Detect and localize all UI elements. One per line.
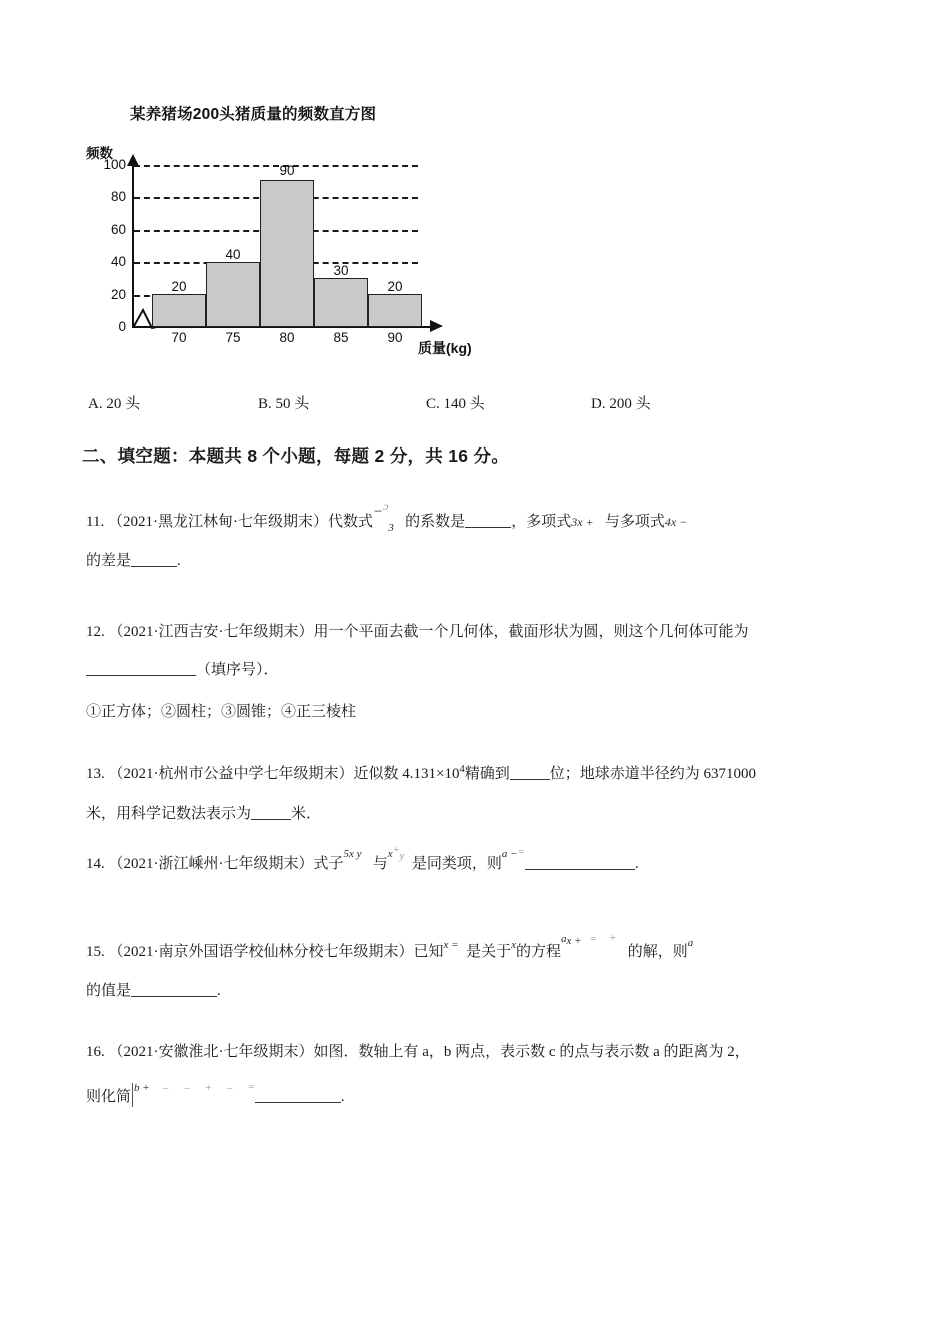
bar-value-75: 40 [225,247,241,262]
q13-blank-2[interactable] [251,819,291,820]
q11-text-e: 的差是 [86,553,132,569]
frequency-histogram [88,100,518,362]
x-tick-85: 85 [333,330,349,345]
q15-source: （2021·南京外国语学校仙林分校七年级期末） [108,944,414,960]
bar-value-80: 90 [279,163,295,178]
question-11 [86,499,870,580]
q16-number: 16. [86,1044,105,1060]
q15-text-f: . [217,983,221,999]
q13-number: 13. [86,766,105,782]
q11-text-f: . [177,553,181,569]
q16-text-c: . [340,1089,345,1105]
q11-text-d: 与多项式 [604,514,665,530]
q15-math-fragment-4: a [687,937,694,949]
q11-blank-1[interactable] [465,527,511,528]
bar-value-90: 20 [387,279,403,294]
x-tick-80: 80 [279,330,295,345]
q14-math-fragment-3: a −= [501,846,525,860]
q12-options-text: ①正方体；②圆柱；③圆锥；④正三棱柱 [86,704,357,720]
y-axis-label: 频数 [86,146,113,161]
q11-text-b: 的系数是 [405,514,466,530]
q14-text-d: . [634,856,639,872]
q13-source: （2021·杭州市公益中学七年级期末） [108,766,354,782]
chart-plot-area [88,140,518,362]
x-tick-90: 90 [387,330,403,345]
x-axis-arrow-icon [430,320,443,332]
y-tick-60: 60 [110,222,126,237]
x-tick-75: 75 [225,330,241,345]
q11-text-a: 代数式 [327,514,373,530]
q15-text-e: 的值是 [86,983,132,999]
q15-text-d: 的解，则 [627,944,688,960]
q14-number: 14. [86,856,105,872]
q14-math-fragment-2: x+y [387,845,405,862]
q11-source: （2021·黑龙江林甸·七年级期末） [107,514,328,530]
choice-c[interactable]: C. 140 头 [426,396,485,412]
question-14 [86,845,870,885]
chart-title: 某养猪场200头猪质量的频数直方图 [130,106,377,123]
q13-exponent: 4 [459,764,465,775]
q15-text-a: 已知 [413,944,444,960]
bar-70 [152,294,206,327]
q14-math-fragment-1: 5x y [343,848,362,860]
question-13 [86,755,870,833]
bar-value-85: 30 [333,263,349,278]
q16-source: （2021·安徽淮北·七年级期末） [108,1044,314,1060]
q15-math-fragment-1: x = [443,939,459,951]
q14-text-a: 式子 [313,856,344,872]
section-heading-fill-in-blank: 二、填空题：本题共 8 个小题，每题 2 分，共 16 分。 [82,446,510,466]
x-axis-label: 质量(kg) [418,340,472,356]
q12-number: 12. [86,624,105,640]
q11-math-fragment-1: −$^ɔ_3$ [372,499,394,534]
bar-90 [368,294,422,327]
choice-d[interactable]: D. 200 头 [591,396,651,412]
q16-math-fragment: $^{b +}$ − − + − = [134,1081,255,1095]
q15-blank-1[interactable] [131,996,217,997]
q15-text-b: 是关于 [466,944,512,960]
q13-text-e: 米． [291,806,322,822]
q16-text-b: 则化简 [86,1089,132,1105]
q15-text-c: 的方程 [515,944,561,960]
question-12 [86,613,870,735]
question-16 [86,1033,870,1124]
q15-number: 15. [86,944,105,960]
q14-source: （2021·浙江嵊州·七年级期末） [108,856,314,872]
q12-text-b: （填序号）． [196,662,279,678]
q15-math-fragment-3: $^{ax +}$ = + [561,932,617,947]
absolute-value-bar-icon [132,1083,133,1107]
q11-number: 11. [86,514,105,530]
x-tick-70: 70 [171,330,187,345]
q14-text-c: 是同类项，则 [411,856,502,872]
q12-text-a: 用一个平面去截一个几何体，截面形状为圆，则这个几何体可能为 [313,624,749,640]
q13-text-c: 位；地球赤道半径约为 6371000 [549,766,756,782]
q14-text-b: 与 [372,856,388,872]
q11-math-fragment-3: 4x − [664,515,688,529]
q16-text-a: 如图．数轴上有 a，b 两点，表示数 c 的点与表示数 a 的距离为 2， [313,1044,750,1060]
q11-text-c: ，多项式 [511,514,572,530]
q13-text-b: 精确到 [464,766,510,782]
bar-value-70: 20 [171,279,187,294]
bar-80 [260,180,314,327]
y-tick-20: 20 [110,287,126,302]
bar-75 [206,262,260,327]
q12-blank-1[interactable] [86,675,196,676]
q12-source: （2021·江西吉安·七年级期末） [108,624,314,640]
q13-text-d: 米，用科学记数法表示为 [86,806,252,822]
q14-blank-1[interactable] [525,869,635,870]
bar-group [152,164,422,327]
y-tick-0: 0 [118,319,126,334]
choice-b[interactable]: B. 50 头 [258,396,310,412]
q16-blank-1[interactable] [255,1102,341,1103]
question-15 [86,933,870,1010]
q11-math-fragment-2: 3x + [571,515,594,529]
q15-math-fragment-2: x [511,939,516,951]
choice-a[interactable]: A. 20 头 [88,396,141,412]
q11-blank-2[interactable] [131,566,177,567]
y-tick-80: 80 [110,189,126,204]
y-tick-40: 40 [110,254,126,269]
q13-text-a: 近似数 4.131×10 [353,766,460,782]
bar-85 [314,278,368,327]
y-tick-100: 100 [103,157,126,172]
q13-blank-1[interactable] [510,779,550,780]
